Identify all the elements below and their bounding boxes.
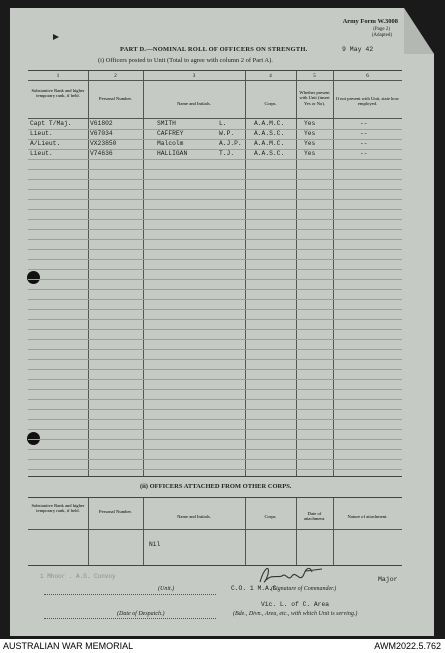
accession-number: AWM2022.5.762 [374,641,441,651]
cell-initials: T.J. [219,150,235,157]
column-number: 1 [56,74,60,79]
part-title: PART D.—NOMINAL ROLL OF OFFICERS ON STRENGTH. [120,46,308,53]
column-header-number: Personal Number. [99,96,132,101]
cell-present: Yes [304,130,316,137]
area-value: Vic. L. of C. Area [261,601,330,608]
cell-name: CAFFREY [157,130,184,137]
column-number: 5 [313,74,316,79]
column-number: 4 [269,74,272,79]
folded-corner-flap [404,8,434,54]
cell-rank: Capt T/Maj. [30,120,72,127]
cell-employed: -- [360,140,368,147]
cell-present: Yes [304,140,316,147]
cell-employed: -- [360,150,368,157]
cell-corps: A.A.M.C. [254,140,285,147]
section-ii-title: (ii) OFFICERS ATTACHED FROM OTHER CORPS. [140,483,292,490]
signature-caption: (Signature of Commander.) [271,586,337,592]
column-number: 3 [192,74,196,79]
cell-rank: Lieut. [30,130,53,137]
cell-number: V67034 [90,130,113,137]
cell-number: VX23850 [90,140,117,147]
column-header-rank: Substantive Rank and higher temporary rank, if held. [31,88,85,99]
officers-on-strength-table [28,70,402,477]
column-number: 2 [114,74,117,79]
cell-rank: A/Lieut. [30,140,61,147]
roll-date: 9 May 42 [342,46,374,53]
document-page [10,8,434,636]
column-number: 6 [366,74,369,79]
margin-tick-mark [53,34,59,40]
cell-name: SMITH [157,120,176,127]
cell-present: Yes [304,150,316,157]
cell-name: Malcolm [157,140,184,147]
cell-number: V61802 [90,120,113,127]
cell-corps: A.A.M.C. [254,120,285,127]
section-i-title: (i) Officers posted to Unit (Total to agree with column 2 of Part A). [98,57,273,64]
column-header-name: Name and Initials. [177,514,211,519]
cell-employed: -- [360,120,368,127]
column-header-nature: Nature of attachment. [347,514,388,519]
cell-present: Yes [304,120,316,127]
column-header-rank: Substantive Rank and higher temporary rank, if held. [31,503,85,514]
attached-officers-table [28,497,402,566]
nil-entry: Nil [149,541,161,548]
column-header-present: Whether present with Unit (insert Yes or No). [299,90,330,106]
commander-rank: Major [378,576,398,583]
archive-caption-bar [0,639,445,653]
faded-unit-note: 1 Mhoor . A.G. Convoy [40,573,116,580]
cell-number: V74636 [90,150,113,157]
cell-employed: -- [360,130,368,137]
column-header-name: Name and Initials. [177,101,211,106]
despatch-label: (Date of Despatch.) [117,611,165,617]
cell-initials: W.P. [219,130,235,137]
column-header-number: Personal Number. [99,509,132,514]
commanding-officer-unit: C.O. 1 M.A.C. [231,585,281,592]
cell-initials: A.J.P. [219,140,242,147]
cell-rank: Lieut. [30,150,53,157]
form-page: (Page 2) [373,27,390,32]
cell-corps: A.A.S.C. [254,130,285,137]
cell-name: HALLIGAN [157,150,188,157]
column-header-corps: Corps. [264,101,277,106]
unit-label: (Unit.) [158,586,175,592]
formation-caption: (Bde., Divn., Area, etc., with which Unit is serving.) [233,611,358,617]
column-header-employed: If not present with Unit, state how employed. [336,96,399,107]
column-header-date: Date of attachment. [303,511,326,522]
form-adapted: (Adapted) [371,33,392,38]
cell-corps: A.A.S.C. [254,150,285,157]
cell-initials: L. [219,120,227,127]
archive-name: AUSTRALIAN WAR MEMORIAL [3,641,134,651]
column-header-corps: Corps. [264,514,277,519]
form-number: Army Form W.3008 [342,18,398,25]
